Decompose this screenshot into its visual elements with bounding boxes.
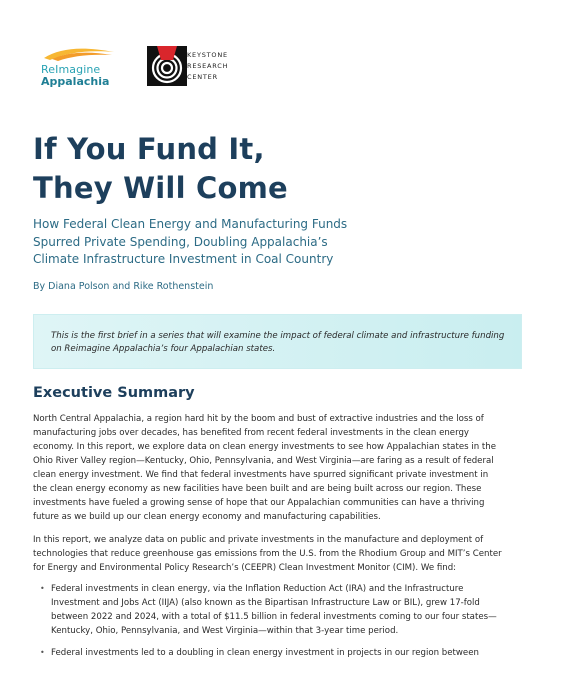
center-word: CENTER [187, 73, 218, 81]
title-line-2: They Will Come [33, 171, 288, 205]
subtitle-line-1: How Federal Clean Energy and Manufacturing Funds [33, 217, 348, 231]
report-title [33, 130, 288, 208]
keystone-emblem-icon [147, 46, 187, 86]
research-word: RESEARCH [187, 62, 229, 70]
keystone-wordmark [187, 50, 228, 83]
section-heading-executive-summary: Executive Summary [33, 385, 195, 401]
keystone-research-center-logo[interactable] [147, 46, 247, 88]
header-logos [38, 44, 248, 90]
callout-text: This is the first brief in a series that will examine the impact of federal climate and infrastructure funding on Reimagine Appalachia’s four Appalachian states. [51, 331, 505, 354]
subtitle-line-3: Climate Infrastructure Investment in Coal Country [33, 252, 334, 266]
report-subtitle [33, 216, 393, 269]
list-item: • Federal investments in clean energy, via the Inflation Reduction Act (IRA) and the Infrastructure Investment and Jobs Act (IIJA) (also known as the Bipartisan Infrastructure Law or BIL), grew 17-fold between 2022 and 2024, with a total of $11.5 billion in federal investments coming to our four states—Kentucky, Ohio, Pennsylvania, and West Virginia—within that 3-year time period. [40, 582, 502, 638]
title-line-1: If You Fund It, [33, 132, 265, 166]
appalachia-wordmark: Appalachia [41, 75, 110, 88]
paragraph-intro: North Central Appalachia, a region hard hit by the boom and bust of extractive industries and the loss of manufacturing jobs over decades, has benefited from recent federal investments in the clean energy economy. In this report, we explore data on clean energy investments to see how Appalachian states in the Ohio River Valley region—Kentucky, Ohio, Pennsylvania, and West Virginia—are faring as a result of federal clean energy investment. We find that federal investments have spurred significant private investment in the clean energy economy as new facilities have been built and are being built across our region. These investments have fueled a growing sense of hope that our Appalachian communities can have a thriving future as we build up our clean energy economy and manufacturing capabilities. [33, 414, 496, 522]
keystone-word: KEYSTONE [187, 51, 228, 59]
reimagine-wordmark: ReImagine [41, 63, 101, 76]
sunrise-swoosh-icon [42, 46, 116, 62]
author-byline: By Diana Polson and Rike Rothenstein [33, 281, 214, 292]
reimagine-appalachia-logo[interactable] [38, 46, 120, 88]
subtitle-line-2: Spurred Private Spending, Doubling Appalachia’s [33, 234, 328, 249]
paragraph-method: In this report, we analyze data on public and private investments in the manufacture and deployment of technologies that reduce greenhouse gas emissions from the U.S. from the Rhodium Group and MIT’s Center for Energy and Environmental Policy Research’s (CEEPR) Clean Investment Monitor (CIM). We find: [33, 535, 502, 573]
findings-list [40, 582, 502, 660]
list-item: • Federal investments led to a doubling in clean energy investment in projects in our region between [40, 646, 502, 660]
series-callout-box [33, 314, 522, 369]
